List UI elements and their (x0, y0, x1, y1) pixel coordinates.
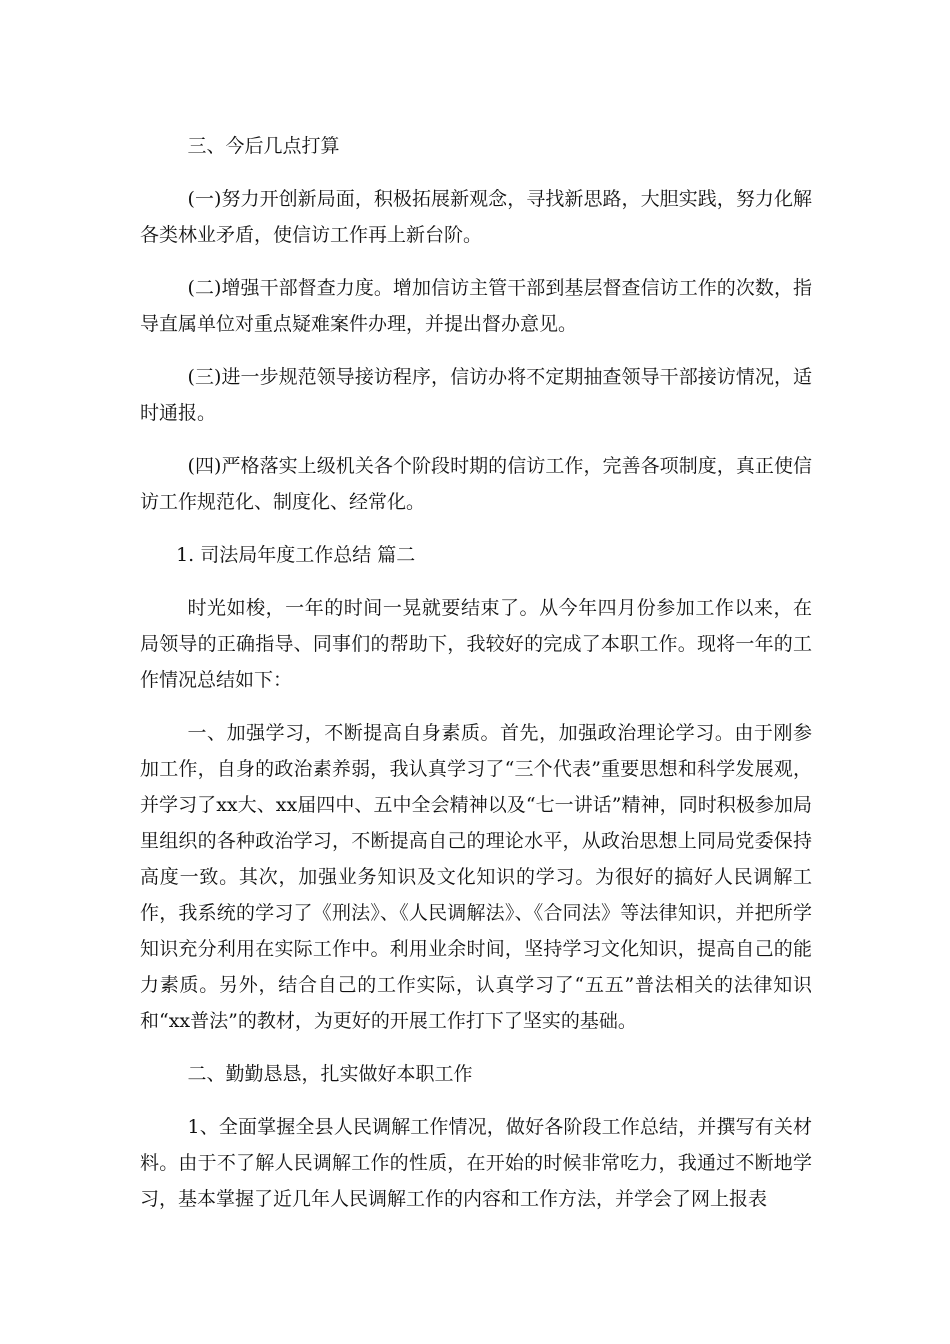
plan-item-1: (一)努力开创新局面，积极拓展新观念，寻找新思路，大胆实践，努力化解各类林业矛盾，使信访工作再上新台阶。 (140, 188, 812, 246)
plan-item-4: (四)严格落实上级机关各个阶段时期的信访工作，完善各项制度，真正使信访工作规范化、制度化、经常化。 (140, 455, 812, 513)
study-paragraph: 一、加强学习，不断提高自身素质。首先，加强政治理论学习。由于刚参加工作，自身的政治素养弱，我认真学习了“三个代表”重要思想和科学发展观，并学习了xx大、xx届四中、五中全会精神以及“七一讲话”精神，同时积极参加局里组织的各种政治学习，不断提高自己的理论水平，从政治思想上同局党委保持高度一致。其次，加强业务知识及文化知识的学习。为很好的搞好人民调解工作，我系统的学习了《刑法》、《人民调解法》、《合同法》等法律知识，并把所学知识充分利用在实际工作中。利用业余时间，坚持学习文化知识，提高自己的能力素质。另外，结合自己的工作实际，认真学习了“五五”普法相关的法律知识和“xx普法”的教材，为更好的开展工作打下了坚实的基础。 (140, 722, 812, 1032)
section-heading-diligent-work: 二、勤勤恳恳，扎实做好本职工作 (187, 1063, 473, 1085)
section-heading-future-plans: 三、今后几点打算 (187, 135, 340, 157)
plan-item-3: (三)进一步规范领导接访程序，信访办将不定期抽查领导干部接访情况，适时通报。 (140, 366, 812, 424)
article-title-part-two: 1. 司法局年度工作总结 篇二 (176, 544, 416, 566)
plan-item-2: (二)增强干部督查力度。增加信访主管干部到基层督查信访工作的次数，指导直属单位对重点疑难案件办理，并提出督办意见。 (140, 277, 812, 335)
document-body (140, 128, 812, 1234)
work-item-1: 1、全面掌握全县人民调解工作情况，做好各阶段工作总结，并撰写有关材料。由于不了解人民调解工作的性质，在开始的时候非常吃力，我通过不断地学习，基本掌握了近几年人民调解工作的内容和工作方法，并学会了网上报表 (140, 1116, 812, 1210)
intro-paragraph: 时光如梭，一年的时间一晃就要结束了。从今年四月份参加工作以来，在局领导的正确指导、同事们的帮助下，我较好的完成了本职工作。现将一年的工作情况总结如下： (140, 597, 812, 691)
